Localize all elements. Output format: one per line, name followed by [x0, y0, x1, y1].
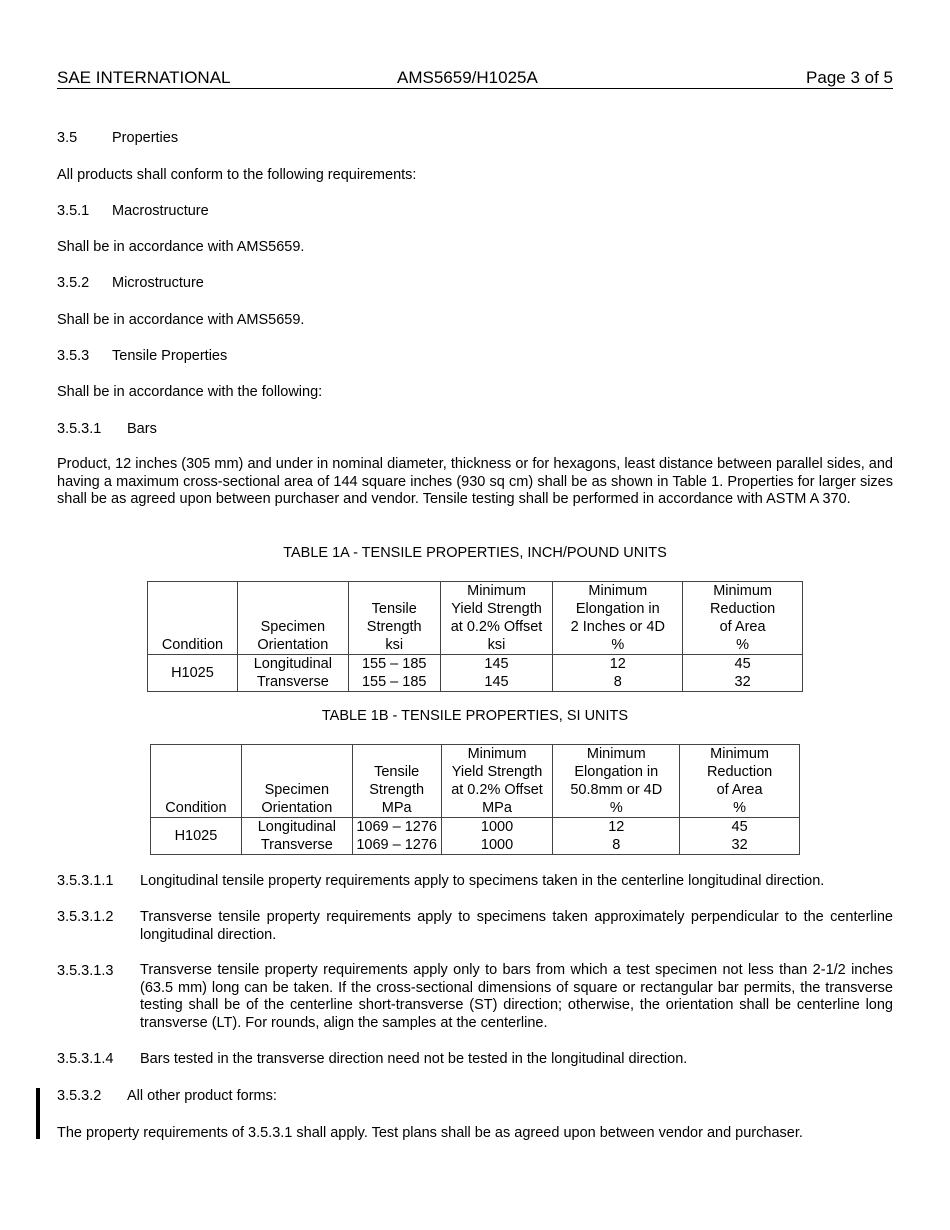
orientation-cell: Longitudinal Transverse — [237, 655, 348, 692]
section-number: 3.5.3.1.2 — [57, 909, 114, 925]
paragraph: Shall be in accordance with AMS5659. — [57, 239, 305, 255]
section-number: 3.5 — [57, 130, 78, 146]
section-title: All other product forms: — [127, 1088, 277, 1104]
condition-cell: H1025 — [148, 655, 238, 692]
column-header: Minimum Reduction of Area % — [683, 582, 803, 655]
section-number: 3.5.3.1 — [57, 421, 102, 437]
column-header: Specimen Orientation — [237, 582, 348, 655]
paragraph: Transverse tensile property requirements apply to specimens taken approximately perpendicular to the centerline longitudinal direction. — [140, 909, 893, 943]
column-header: Minimum Reduction of Area % — [680, 745, 800, 818]
column-header: Tensile Strength ksi — [348, 582, 440, 655]
section-title: Properties — [112, 130, 179, 146]
section-title: Microstructure — [112, 275, 204, 291]
section-number: 3.5.1 — [57, 203, 90, 219]
section-title: Tensile Properties — [112, 348, 228, 364]
section-heading — [57, 202, 209, 220]
paragraph: Shall be in accordance with the following: — [57, 384, 323, 400]
table-row — [148, 655, 803, 692]
table-1a-title: TABLE 1A - TENSILE PROPERTIES, INCH/POUND UNITS — [283, 545, 667, 561]
column-header: Specimen Orientation — [241, 745, 352, 818]
section-number: 3.5.3.1.4 — [57, 1051, 114, 1067]
table-1b — [150, 744, 800, 855]
table-header-row — [148, 582, 803, 655]
section-title: Bars — [127, 421, 157, 437]
column-header: Minimum Yield Strength at 0.2% Offset ksi — [440, 582, 553, 655]
tensile-cell: 1069 – 1276 1069 – 1276 — [352, 818, 441, 855]
yield-cell: 1000 1000 — [441, 818, 553, 855]
page-header — [57, 68, 893, 89]
elongation-cell: 12 8 — [553, 818, 680, 855]
column-header: Tensile Strength MPa — [352, 745, 441, 818]
paragraph: Longitudinal tensile property requirements apply to specimens taken in the centerline longitudinal direction. — [140, 873, 825, 889]
section-title: Macrostructure — [112, 203, 209, 219]
column-header: Condition — [151, 745, 242, 818]
tensile-cell: 155 – 185 155 – 185 — [348, 655, 440, 692]
section-number: 3.5.3.1.3 — [57, 963, 114, 979]
column-header: Minimum Elongation in 50.8mm or 4D % — [553, 745, 680, 818]
paragraph: Transverse tensile property requirements apply only to bars from which a test specimen not less than 2-1/2 inches (63.5 mm) long can be taken. If the cross-sectional dimensions of square or rectangular bar permits, the transverse testing shall be of the centerline short-transverse (ST) direction; otherwise, the orientation shall be centerline long transverse (LT). For rounds, align the samples at the centerline. — [140, 962, 893, 1031]
section-number: 3.5.2 — [57, 275, 90, 291]
table-1b-title: TABLE 1B - TENSILE PROPERTIES, SI UNITS — [321, 708, 629, 724]
table-row — [151, 818, 800, 855]
section-heading — [57, 1087, 277, 1105]
yield-cell: 145 145 — [440, 655, 553, 692]
section-number: 3.5.3.1.1 — [57, 873, 114, 889]
section-heading — [57, 347, 228, 365]
paragraph: Shall be in accordance with AMS5659. — [57, 312, 305, 328]
section-heading — [57, 420, 157, 438]
paragraph: The property requirements of 3.5.3.1 shall apply. Test plans shall be as agreed upon between vendor and purchaser. — [57, 1125, 803, 1141]
reduction-cell: 45 32 — [680, 818, 800, 855]
section-number: 3.5.3.2 — [57, 1088, 102, 1104]
table-1a — [147, 581, 803, 692]
paragraph: Bars tested in the transverse direction need not be tested in the longitudinal direction. — [140, 1051, 688, 1067]
header-doc-number: AMS5659/H1025A — [397, 68, 538, 87]
column-header: Condition — [148, 582, 238, 655]
table-header-row — [151, 745, 800, 818]
orientation-cell: Longitudinal Transverse — [241, 818, 352, 855]
paragraph: All products shall conform to the following requirements: — [57, 167, 417, 183]
revision-change-bar — [36, 1088, 40, 1139]
section-heading — [57, 274, 204, 292]
header-org: SAE INTERNATIONAL — [57, 68, 231, 87]
section-heading — [57, 129, 179, 147]
header-page-number: Page 3 of 5 — [806, 68, 893, 87]
reduction-cell: 45 32 — [683, 655, 803, 692]
section-number: 3.5.3 — [57, 348, 90, 364]
condition-cell: H1025 — [151, 818, 242, 855]
column-header: Minimum Elongation in 2 Inches or 4D % — [553, 582, 683, 655]
elongation-cell: 12 8 — [553, 655, 683, 692]
paragraph: Product, 12 inches (305 mm) and under in nominal diameter, thickness or for hexagons, least distance between parallel sides, and having a maximum cross-sectional area of 144 square inches (930 sq cm) shall be as shown in Table 1. Properties for larger sizes shall be as agreed upon between purchaser and vendor. Tensile testing shall be performed in accordance with ASTM A 370. — [57, 456, 893, 507]
column-header: Minimum Yield Strength at 0.2% Offset MPa — [441, 745, 553, 818]
